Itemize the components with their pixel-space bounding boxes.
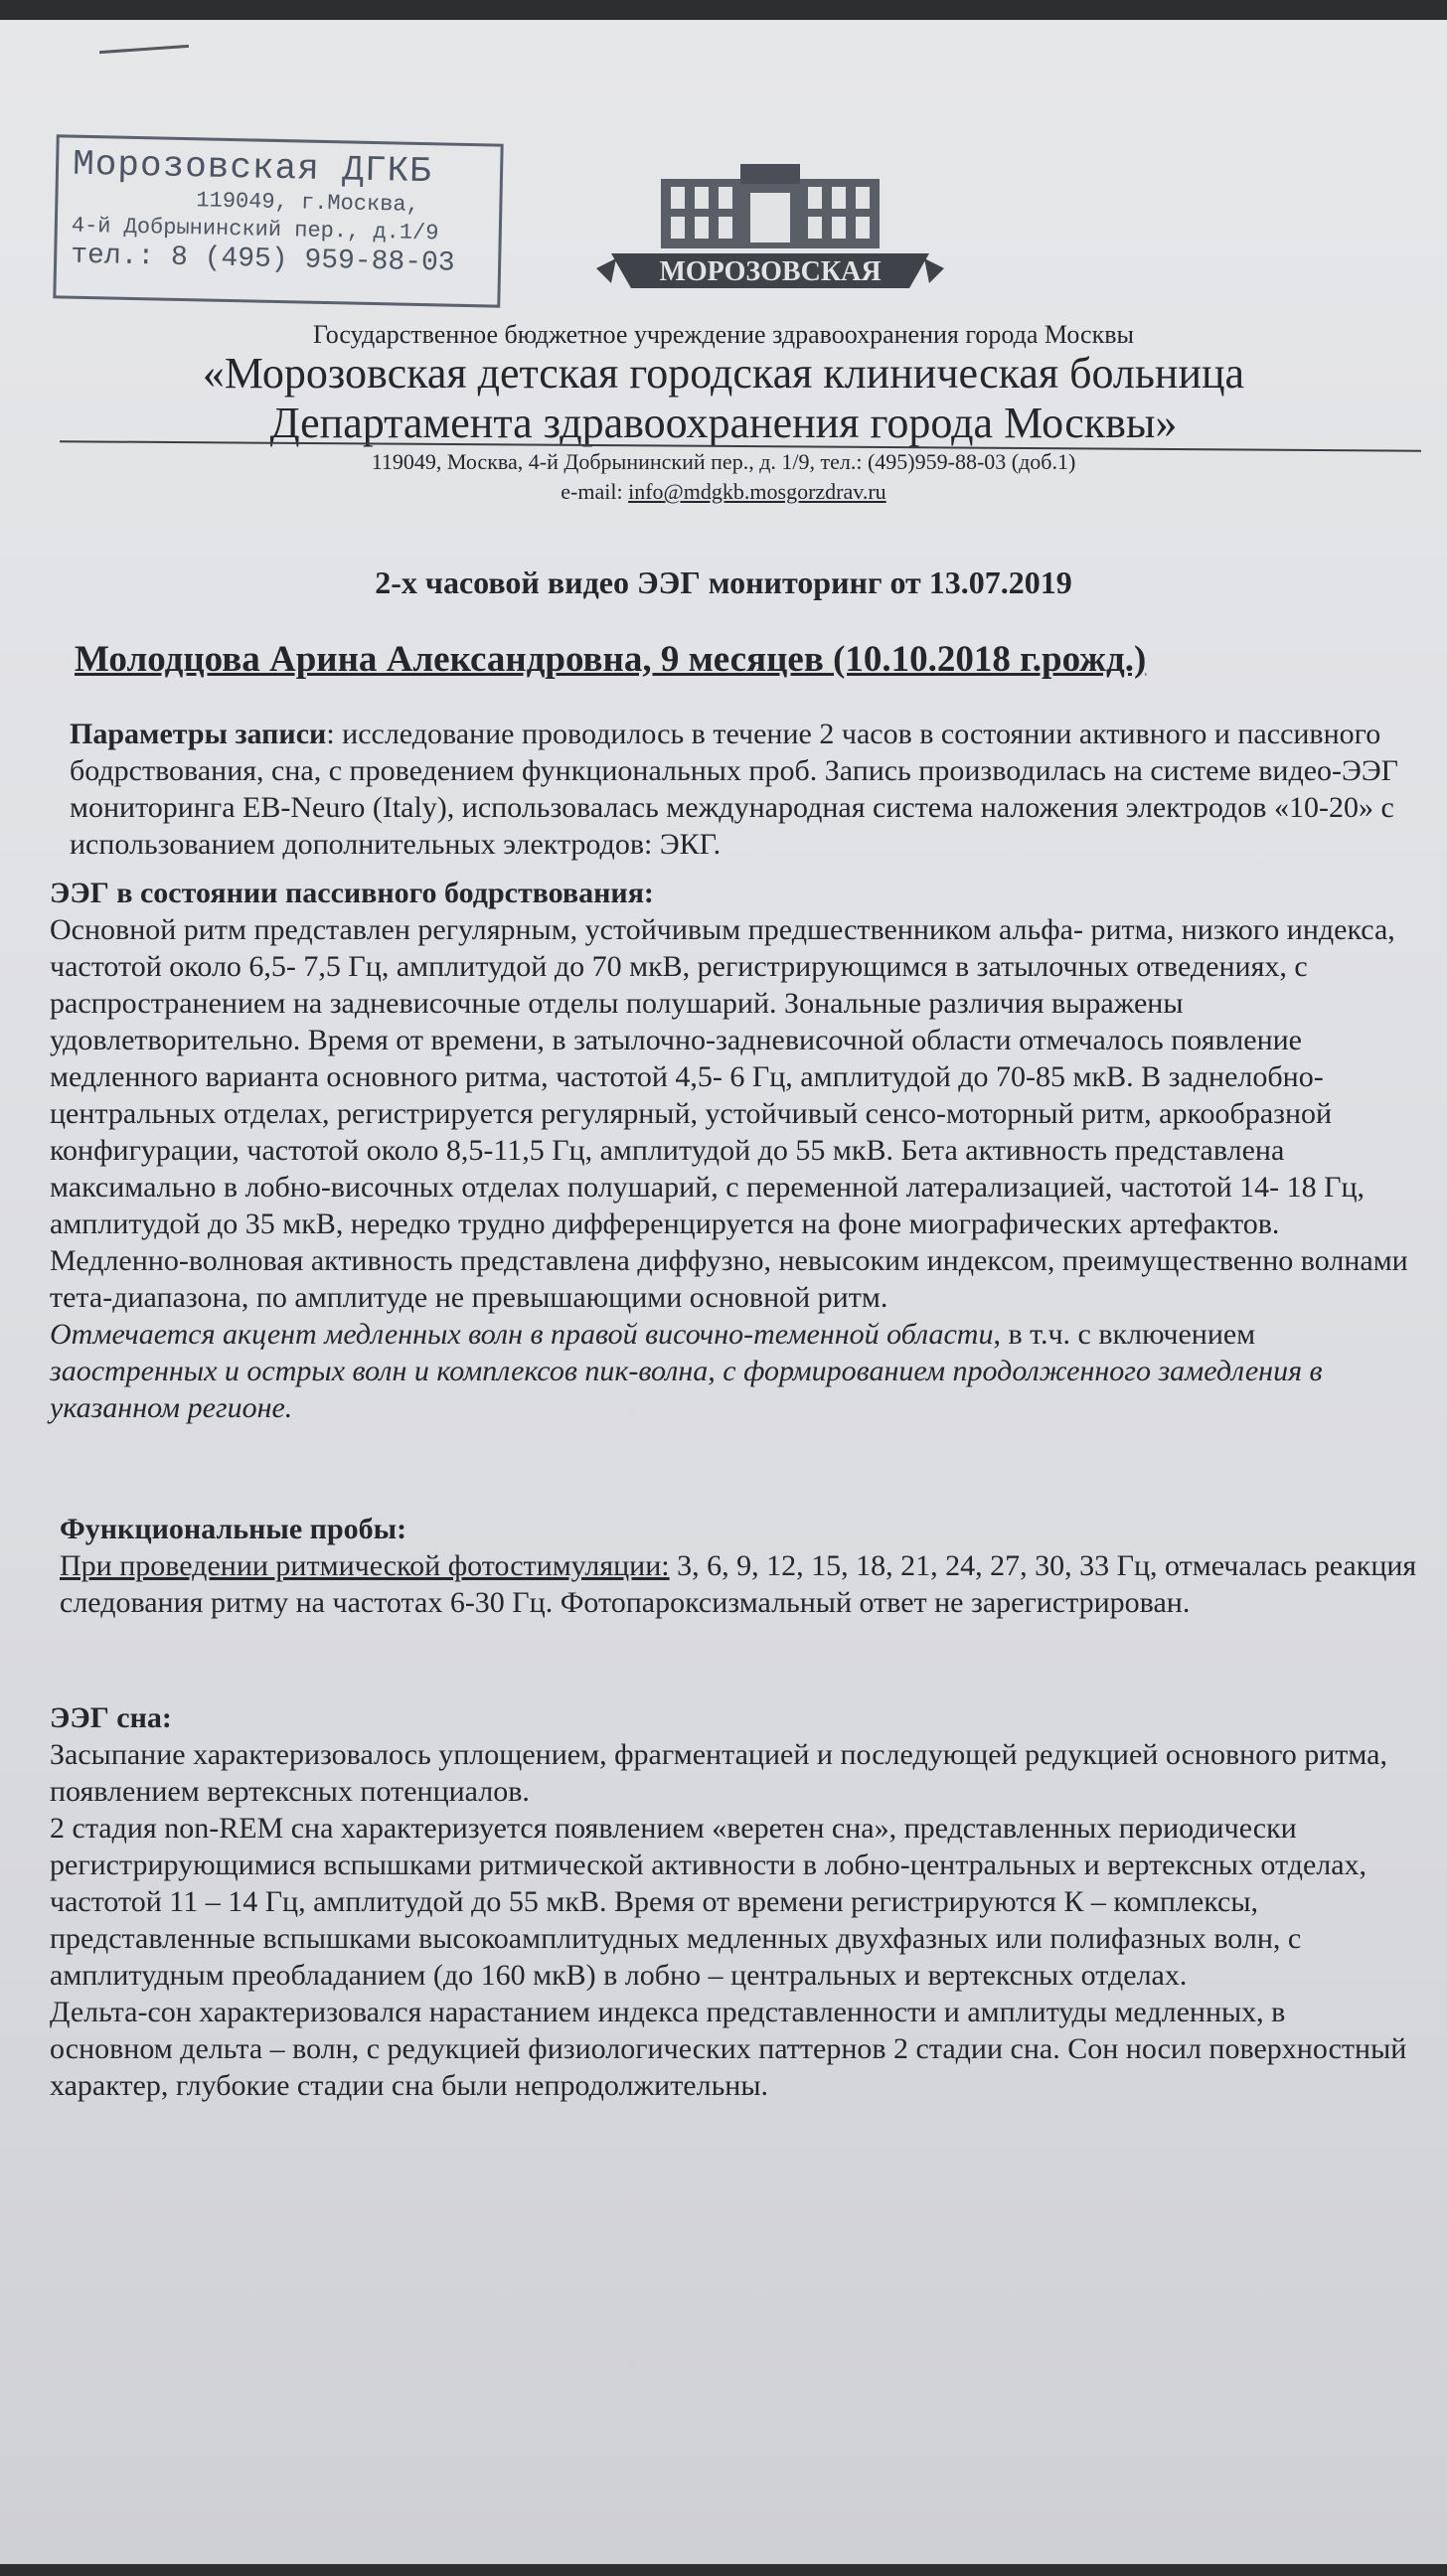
params-text: : исследование проводилось в течение 2 часов в состоянии активного и пассивного бодрствования, сна, с проведением функциональных проб. Запись производилась на системе видео-ЭЭГ мониторинга EB-Neuro (Italy), использовалась международная система наложения электродов «10-20» с использованием дополнительных электродов: ЭКГ. — [70, 718, 1398, 861]
stamp-phone: тел.: 8 (495) 959-88-03 — [70, 240, 455, 279]
photo-label: При проведении ритмической фотостимуляции: — [60, 1549, 670, 1582]
report-title: 2-х часовой видео ЭЭГ мониторинг от 13.07.2019 — [375, 564, 1072, 600]
passive-wake-section — [50, 875, 1411, 1426]
sleep-p3: Дельта-сон характеризовался нарастанием индекса представленности и амплитуды медленных, в основном дельта – волн, с редукцией физиологических паттернов 2 стадии сна. Сон носил поверхностный характер, глубокие стадии сна были непродолжительны. — [50, 1996, 1407, 2102]
wake-italic-c: заостренных и острых волн и комплексов пик-волна — [50, 1355, 709, 1387]
logo-banner: МОРОЗОВСКАЯ — [659, 256, 882, 287]
institution-address: 119049, Москва, 4-й Добрынинский пер., д. 1/9, тел.: (495)959-88-03 (доб.1) — [371, 449, 1076, 474]
recording-params-section — [50, 716, 1431, 863]
wake-text: Основной ритм представлен регулярным, устойчивым предшественником альфа- ритма, низкого индекса, частотой около 6,5- 7,5 Гц, амплитудой до 70 мкВ, регистрирующимся в затылочных отведениях, с распространением на задневисочные отделы полушарий. Зональные различия выражены удовлетворительно. Время от времени, в затылочно-задневисочной области отмечалось появление медленного варианта основного ритма, частотой 4,5- 6 Гц, амплитудой до 70-85 мкВ. В заднелобно-центральных отделах, регистрируется регулярный, устойчивый сенсо-моторный ритм, аркообразной конфигурации, частотой около 8,5-11,5 Гц, амплитудой до 55 мкВ. Бета активность представлена максимально в лобно-височных отделах полушарий, с переменной латерализацией, частотой 14- 18 Гц, амплитудой до 35 мкВ, нередко трудно дифференцируется на фоне миографических артефактов. Медленно-волновая активность представлена диффузно, невысоким индексом, преимущественно волнами тета-диапазона, по амплитуде не превышающими основной ритм. — [50, 913, 1408, 1314]
patient-line: Молодцова Арина Александровна, 9 месяцев (10.10.2018 г.рожд.) — [75, 639, 1147, 680]
wake-italic-d: , с формированием продолженного замедления в указанном регионе. — [50, 1355, 1323, 1424]
stamp-address2: 4-й Добрынинский пер., д.1/9 — [71, 213, 439, 246]
institution-name-line2: Департамента здравоохранения города Москвы» — [269, 399, 1178, 447]
stamp-address1: 119049, г.Москва, — [196, 188, 420, 218]
sleep-label: ЭЭГ сна: — [50, 1701, 172, 1734]
wake-italic-a: Отмечается акцент медленных волн в правой височно-теменной области — [50, 1318, 994, 1351]
document-page — [0, 20, 1447, 2564]
photo-text: 3, 6, 9, 12, 15, 18, 21, 24, 27, 30, 33 Гц, отмечалась реакция следования ритму на частотах 6-30 Гц. Фотопароксизмальный ответ не зарегистрирован. — [60, 1549, 1417, 1619]
email-label: e-mail: — [561, 479, 629, 504]
wake-italic-b: , в т.ч. с включением — [993, 1318, 1256, 1351]
pen-mark — [99, 45, 189, 54]
functional-tests-section — [50, 1511, 1421, 1621]
func-label: Функциональные пробы: — [60, 1513, 407, 1545]
hospital-stamp — [53, 134, 503, 307]
institution-email — [0, 479, 1447, 505]
institution-name-line1: «Морозовская детская городская клиническая больница — [202, 349, 1245, 398]
email-link[interactable]: info@mdgkb.mosgorzdrav.ru — [628, 479, 886, 504]
hospital-logo — [591, 159, 949, 298]
institution-type: Государственное бюджетное учреждение здравоохранения города Москвы — [313, 320, 1134, 349]
sleep-section — [50, 1699, 1411, 2104]
wake-label: ЭЭГ в состоянии пассивного бодрствования: — [50, 877, 654, 909]
sleep-p2: 2 стадия non-REM сна характеризуется появлением «веретен сна», представленных периодически регистрирующимися вспышками ритмической активности в лобно-центральных и вертексных отделах, частотой 11 – 14 Гц, амплитудой до 55 мкВ. Время от времени регистрируются К – комплексы, представленные вспышками высокоамплитудных медленных двухфазных или полифазных волн, с амплитудным преобладанием (до 160 мкВ) в лобно – центральных и вертексных отделах. — [50, 1812, 1367, 1992]
stamp-title: Морозовская ДГКБ — [72, 143, 433, 193]
sleep-p1: Засыпание характеризовалось уплощением, фрагментацией и последующей редукцией основного ритма, появлением вертексных потенциалов. — [50, 1738, 1387, 1808]
params-label: Параметры записи — [70, 718, 327, 750]
